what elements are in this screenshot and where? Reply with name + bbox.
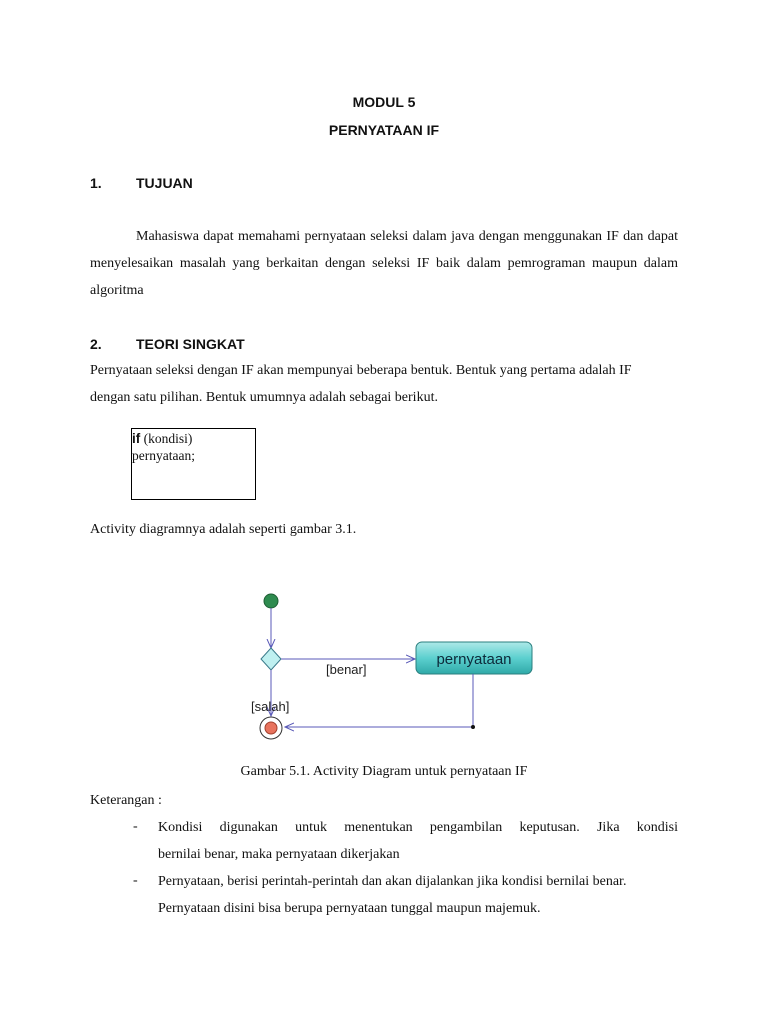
section2-intro-line2: dengan satu pilihan. Bentuk umumnya adalah sebagai berikut. — [90, 390, 438, 405]
flow-action-end — [285, 674, 473, 727]
activity-text: Activity diagramnya adalah seperti gambar 3.1. — [90, 522, 357, 537]
end-node-core — [265, 722, 277, 734]
true-guard-label: [benar] — [326, 662, 367, 677]
section2-heading: TEORI SINGKAT — [136, 336, 245, 352]
syntax-keyword: if — [132, 431, 141, 446]
syntax-statement: pernyataan; — [132, 448, 195, 463]
bullet-dash-2: - — [133, 873, 138, 888]
false-guard-label: [salah] — [251, 699, 290, 714]
syntax-condition: (kondisi) — [140, 431, 193, 446]
figure-caption: Gambar 5.1. Activity Diagram untuk pernyataan IF — [240, 764, 528, 779]
junction-dot — [471, 725, 475, 729]
section2-intro-line1: Pernyataan seleksi dengan IF akan mempunyai beberapa bentuk. Bentuk yang pertama adalah IF — [90, 363, 632, 378]
decision-node — [261, 648, 281, 670]
module-subtitle: PERNYATAAN IF — [328, 122, 440, 138]
bullet-dash-1: - — [133, 819, 138, 834]
action-label: pernyataan — [436, 651, 512, 668]
section1-paragraph: Mahasiswa dapat memahami pernyataan seleksi dalam java dengan menggunakan IF dan dapat menyelesaikan masalah yang berkaitan dengan seleksi IF baik dalam pemrograman maupun dalam algoritma — [90, 229, 678, 298]
syntax-box — [131, 428, 256, 500]
bullet-2-line2: Pernyataan disini bisa berupa pernyataan tunggal maupun majemuk. — [158, 901, 541, 916]
syntax-line-if — [132, 430, 255, 447]
section2-number: 2. — [90, 336, 102, 352]
activity-diagram — [0, 580, 768, 750]
bullet-1-line2: bernilai benar, maka pernyataan dikerjakan — [158, 847, 400, 862]
section1-number: 1. — [90, 175, 102, 191]
module-title: MODUL 5 — [352, 94, 416, 110]
start-node — [264, 594, 278, 608]
bullet-1-line1: Kondisi digunakan untuk menentukan pengambilan keputusan. Jika kondisi — [158, 820, 678, 835]
section1-heading: TUJUAN — [136, 175, 193, 191]
bullet-2-line1: Pernyataan, berisi perintah-perintah dan akan dijalankan jika kondisi bernilai benar. — [158, 874, 627, 889]
keterangan-label: Keterangan : — [90, 793, 162, 808]
